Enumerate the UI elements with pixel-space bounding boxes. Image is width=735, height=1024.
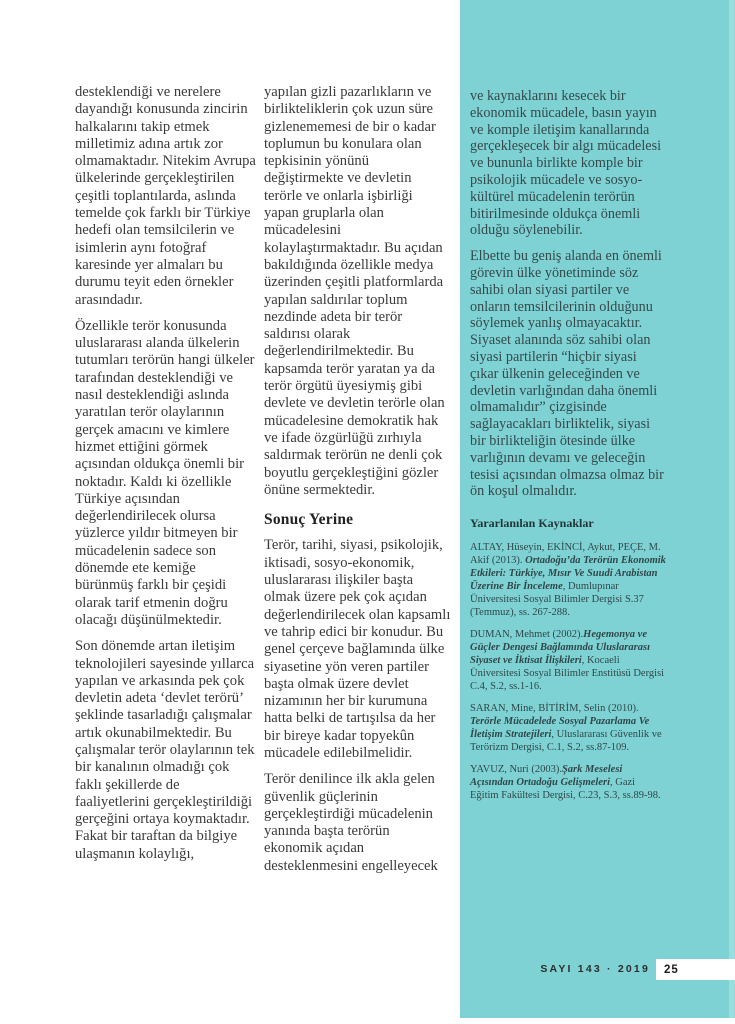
reference-entry — [470, 763, 666, 802]
column-right-highlighted — [470, 88, 666, 802]
reference-entry — [470, 702, 666, 754]
body-paragraph: Son dönemde artan iletişim teknolojileri sayesinde yıllarca yapılan ve arkasında pek çok devletin adeta ‘devlet terörü’ şeklinde tasarladığı çalışmalar artık okunabilmektedir. Bu çalışmalar terör olaylarının tek bir kanalının olmadığı çok faklı şekillerde de faaliyetlerini gerçekleştirildiği gerçeğini ortaya koymaktadır. Fakat bir taraftan da bilgiye ulaşmanın kolaylığı, — [75, 638, 255, 862]
footer-issue-label: SAYI 143 · 2019 — [540, 963, 650, 975]
page-number: 25 — [664, 963, 679, 976]
reference-source: , Uluslararası Güvenlik ve Terörizm Dergisi, C.1, S.2, ss.87-109. — [470, 728, 662, 753]
reference-entry — [470, 628, 666, 693]
body-paragraph: desteklendiği ve nerelere dayandığı konusunda zincirin halkalarını takip etmek milletimiz adına artık zor olmamaktadır. Nitekim Avrupa ülkelerinde gerçekleştirilen çeşitli toplantılarda, aslında temelde çok farklı bir Türkiye hedefi olan temsilcilerin ve isimlerin aynı fotoğraf karesinde yer almaları bu durumu teyit eden örnekler arasındadır. — [75, 84, 256, 308]
column-left — [75, 84, 256, 863]
column-middle — [264, 84, 451, 875]
reference-authors: DUMAN, Mehmet (2002). — [470, 628, 584, 640]
reference-source: , Kocaeli Üniversitesi Sosyal Bilimler Enstitüsü Dergisi C.4, S.2, ss.1-16. — [470, 654, 665, 692]
footer-page-number-box — [656, 959, 735, 980]
references-heading: Yararlanılan Kaynaklar — [470, 516, 594, 531]
reference-authors: ALTAY, Hüseyin, EKİNCİ, Aykut, PEÇE, M. Akif (2013). — [470, 541, 661, 566]
body-paragraph: yapılan gizli pazarlıkların ve birlikteliklerin çok uzun süre gizlenememesi de bir o kadar toplumun bu konulara olan tepkisinin yönünü değiştirmekte ve devletin terörle ve onlarla işbirliği yapan gruplarla olan mücadelesini kolaylaştırmaktadır. Bu açıdan bakıldığında özellikle medya üzerinden çeşitli platformlarda yapılan saldırılar toplum nezdinde adeta bir terör saldırısı olarak değerlendirilmektedir. Bu kapsamda terör yaratan ya da terör örgütü üyesiymiş gibi devlete ve devletin terörle olan mücadelesine demokratik hak ve ifade özgürlüğü zırhıyla saldırmak terörün ne denli çok boyutlu gerçekleştiğini gözler önüne sermektedir. — [264, 84, 445, 498]
reference-source: , Dumlupınar Üniversitesi Sosyal Bilimler Dergisi S.37 (Temmuz), ss. 267-288. — [470, 580, 644, 618]
section-heading-sonuc-yerine: Sonuç Yerine — [264, 511, 354, 529]
reference-authors: YAVUZ, Nuri (2003). — [470, 763, 562, 775]
body-paragraph: Özellikle terör konusunda uluslararası alanda ülkelerin tutumları terörün hangi ülkeler tarafından desteklendiği ve nasıl desteklendiği aslında yaratılan terör olaylarının gerçek amacını ve kimlere hizmet ettiğini görmek açısından oldukça önemli bir noktadır. Kaldı ki özellikle Türkiye açısından değerlendirilecek olursa yüzlerce yıldır bitmeyen bir mücadelenin sadece son dönemde ete kemiğe bürünmüş farklı bir çeşidi olarak tarif etmenin doğru olacağı düşünülmektedir. — [75, 317, 255, 628]
body-paragraph: Terör, tarihi, siyasi, psikolojik, iktisadi, sosyo-ekonomik, uluslararası ilişkiler başta olmak üzere pek çok açıdan değerlendirilecek olan kapsamlı ve tahrip edici bir konudur. Bu genel çerçeve bağlamında ülke siyasetine yön veren partiler başta olmak üzere devlet nizamının her bir kurumuna hatta belki de tartışılsa da her bir bireye kadar topyekûn mücadele edilebilmelidir. — [264, 537, 451, 761]
reference-source: , Gazi Eğitim Fakültesi Dergisi, C.23, S.3, ss.89-98. — [470, 776, 661, 801]
reference-authors: SARAN, Mine, BİTİRİM, Selin (2010). — [470, 702, 639, 714]
reference-title: Ortadoğu’da Terörün Ekonomik Etkileri: Türkiye, Mısır Ve Suudi Arabistan Üzerine Bir İnceleme — [470, 554, 666, 592]
reference-entry — [470, 541, 666, 619]
reference-title: Şark Meselesi Açısından Ortadoğu Gelişmeleri — [470, 763, 623, 788]
body-paragraph: Terör denilince ilk akla gelen güvenlik güçlerinin gerçekleştirdiği mücadelenin yanında başta terörün ekonomik açıdan desteklenmesini engelleyecek — [264, 771, 438, 874]
reference-title: Hegemonya ve Güçler Dengesi Bağlamında Uluslararası Siyaset ve İktisat İlişkileri — [470, 628, 650, 666]
body-paragraph: ve kaynaklarını kesecek bir ekonomik mücadele, basın yayın ve komple iletişim kanallarında gerçekleşecek bir algı mücadelesi ve bununla birlikte komple bir psikolojik mücadele ve sosyo-kültürel mücadelenin terörün bitirilmesinde oldukça önemli olduğu söylenebilir. — [470, 88, 662, 239]
reference-title: Terörle Mücadelede Sosyal Pazarlama Ve İletişim Stratejileri — [470, 715, 650, 740]
body-paragraph: Elbette bu geniş alanda en önemli görevin ülke yönetiminde söz sahibi olan siyasi partiler ve onların temsilcilerinin olduğunu söylemek yanlış olmayacaktır. Siyaset alanında söz sahibi olan siyasi partilerin “hiçbir siyasi çıkar ülkenin geleceğinden ve devletin varlığından daha önemli olmamalıdır” çizgisinde sağlayacakları birliktelik, siyasi bir birlikteliğin ötesinde ülke varlığının devamı ve geleceğin tesisi açısından olmazsa olmaz bir ön koşul olmalıdır. — [470, 248, 664, 500]
